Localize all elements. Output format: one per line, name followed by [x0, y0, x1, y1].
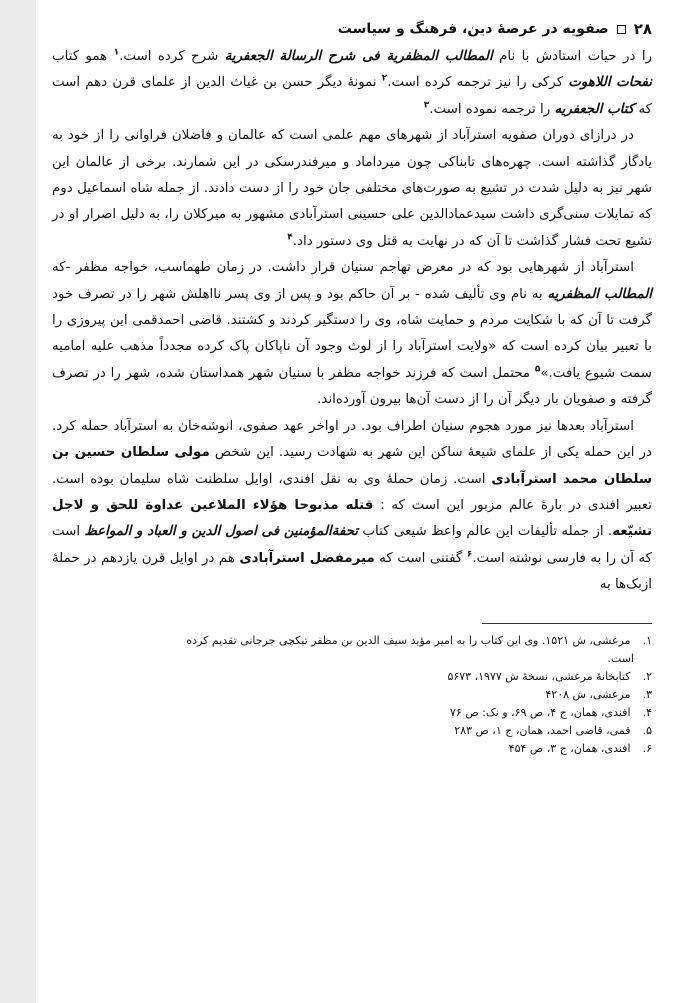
footnote-ref: ۶ [466, 549, 473, 560]
book-title: کتاب الجعفریه [554, 101, 635, 117]
text-run: هم در اوایل قرن یازدهم در حملهٔ ازبک‌ها به [52, 550, 652, 593]
text-run: است. زمان حملهٔ وی به نقل افندی، اوایل سلطنت شاه سلیمان بوده است. تعبیر افندی در بارهٔ عالم مزبور این است که : [52, 471, 652, 513]
footnote-number: ۵. [642, 723, 652, 737]
footnote-item [52, 704, 652, 722]
bold-term: مولی سلطان حسین بن سلطان محمد استرآبادی [52, 445, 652, 487]
footnote-text: قمی، قاضی احمد، همان، ج ۱، ص ۲۸۳ [454, 723, 634, 737]
square-ornament-icon [617, 25, 626, 34]
running-header [52, 20, 652, 38]
paragraph-3 [52, 255, 652, 413]
footnote-divider [482, 623, 652, 624]
text-run: استرآباد بعدها نیز مورد هجوم سنیان اطراف بود. در اواخر عهد صفوی، انوشه‌خان به استرآباد حمله کرد. در این حمله یکی از علمای شیعهٔ ساکن این شهر به شهادت رسید. این شخص [52, 418, 652, 461]
paragraph-1 [52, 44, 652, 123]
paragraph-4 [52, 414, 652, 599]
footnote-ref: ۲ [381, 73, 388, 84]
body-text [52, 44, 652, 599]
footnote-text: کتابخانهٔ مرعشی، نسخهٔ ش ۱۹۷۷، ۵۶۷۳ [447, 669, 634, 683]
text-run: است که آن را به فارسی نوشته است. [52, 524, 653, 566]
book-title: المطالب المظفریة فی شرح الرسالة الجعفریة [224, 49, 493, 64]
page-number: ۲۸ [633, 20, 652, 38]
text-run: را ترجمه نموده است. [429, 101, 555, 117]
footnote-number: ۲. [642, 669, 652, 683]
text-run: گفتنی است که [374, 550, 467, 566]
footnote-item [52, 686, 652, 704]
paragraph-2 [52, 123, 652, 255]
text-run: محتمل است که فرزند خواجه مظفر با سنیان شهر همداستان شده، شهر را در تصرف گرفته و صفویان بار دیگر آن را از دست آن‌ها بیرون آورده‌اند. [52, 365, 652, 408]
footnote-ref: ۳ [423, 100, 430, 111]
footnote-ref: ۵ [534, 364, 541, 375]
footnote-ref: ۱ [113, 47, 120, 58]
footnote-item [52, 668, 652, 686]
text-run: را در حیات استادش با نام [492, 49, 653, 64]
footnote-item [52, 740, 652, 758]
footnote-number: ۱. [642, 633, 652, 647]
text-run: به نام وی تألیف شده - بر آن حاکم بود و پس از وی پسر نااهلش شهر را در تصرف خود گرفت تا آن که با شکایت مردم و حمایت شاه، وی را دستگیر کردند و کشتند. قاضی احمدقمی این پیروزی را با تعبیر بیان کرده است که «ولایت استرآباد را از لوث وجود آن ناپاکان پاک کرده مجدداً مذهب علیه امامیه سمت شیوع یافت.» [52, 286, 652, 381]
book-title: المطالب المظفریه [547, 286, 652, 302]
bold-term: قتله مذبوحا هؤلاء الملاعین عداوة للحق و لاجل تشیّعه [52, 497, 652, 540]
footnote-number: ۳. [642, 687, 652, 701]
book-page [52, 20, 652, 758]
text-run: در درازای دوران صفویه استرآباد از شهرهای مهم علمی است که عالمان و فاضلان فراوانی را از خود به یادگار گذاشته است. چهره‌های تابناکی چون میرداماد و میرفندرسکی در این شمارند. برخی از عالمان این شهر نیز به دلیل شدت در تشیع به صورت‌های مختلفی جان خود را از دست دادند. از جمله شاه اسماعیل دوم که تمایلات سنی‌گری داشت سیدعمادالدین علی حسینی استرآبادی مشهور به میرکلان را، به دلیل اصرار او در تشیع تحت فشار گذاشت تا آن که در نهایت به قتل وی دستور داد. [52, 128, 652, 249]
book-title: نفحات اللاهوت [568, 75, 652, 91]
text-run: نمونهٔ دیگر حسن بن غیاث الدین از علمای قرن دهم است که [52, 75, 652, 117]
running-title: صفویه در عرصهٔ دین، فرهنگ و سیاست [337, 21, 609, 37]
book-title: تحفةالمؤمنین فی اصول الدین و العباد و المواعظ [84, 524, 359, 540]
footnote-number: ۴. [642, 705, 652, 719]
page-edge-shadow [0, 0, 36, 1003]
footnote-text: مرعشی، ش ۴۲۰۸ [545, 687, 634, 701]
footnote-ref: ۴ [287, 232, 293, 243]
footnote-item [52, 722, 652, 740]
text-run: . از جمله تألیفات این عالم واعظ شیعی کتاب [358, 524, 613, 540]
bold-term: میرمفضل استرآبادی [239, 550, 375, 566]
text-run: همو کتاب [52, 49, 114, 64]
footnote-continuation: است. [607, 651, 634, 665]
text-run: استرآباد از شهرهایی بود که در معرض تهاجم سنیان قرار داشت. در زمان طهماسب، خواجه مظفر -که [52, 260, 634, 276]
footnote-text: افندی، همان، ج ۳، ص ۴۵۴ [508, 741, 634, 755]
footnote-number: ۶. [642, 741, 652, 755]
footnote-item [52, 632, 652, 668]
footnotes [52, 632, 652, 758]
text-run: کرکی را نیز ترجمه کرده است. [387, 75, 569, 91]
footnote-text: افندی، همان، ج ۴، ص ۶۹، و نک: ص ۷۶ [450, 705, 634, 719]
text-run: شرح کرده است. [119, 49, 225, 64]
footnote-text: مرعشی، ش ۱۵۲۱. وی این کتاب را به امیر مؤید سیف الدین بن مظفر تبکچی جرجانی تقدیم کرده [186, 633, 634, 647]
